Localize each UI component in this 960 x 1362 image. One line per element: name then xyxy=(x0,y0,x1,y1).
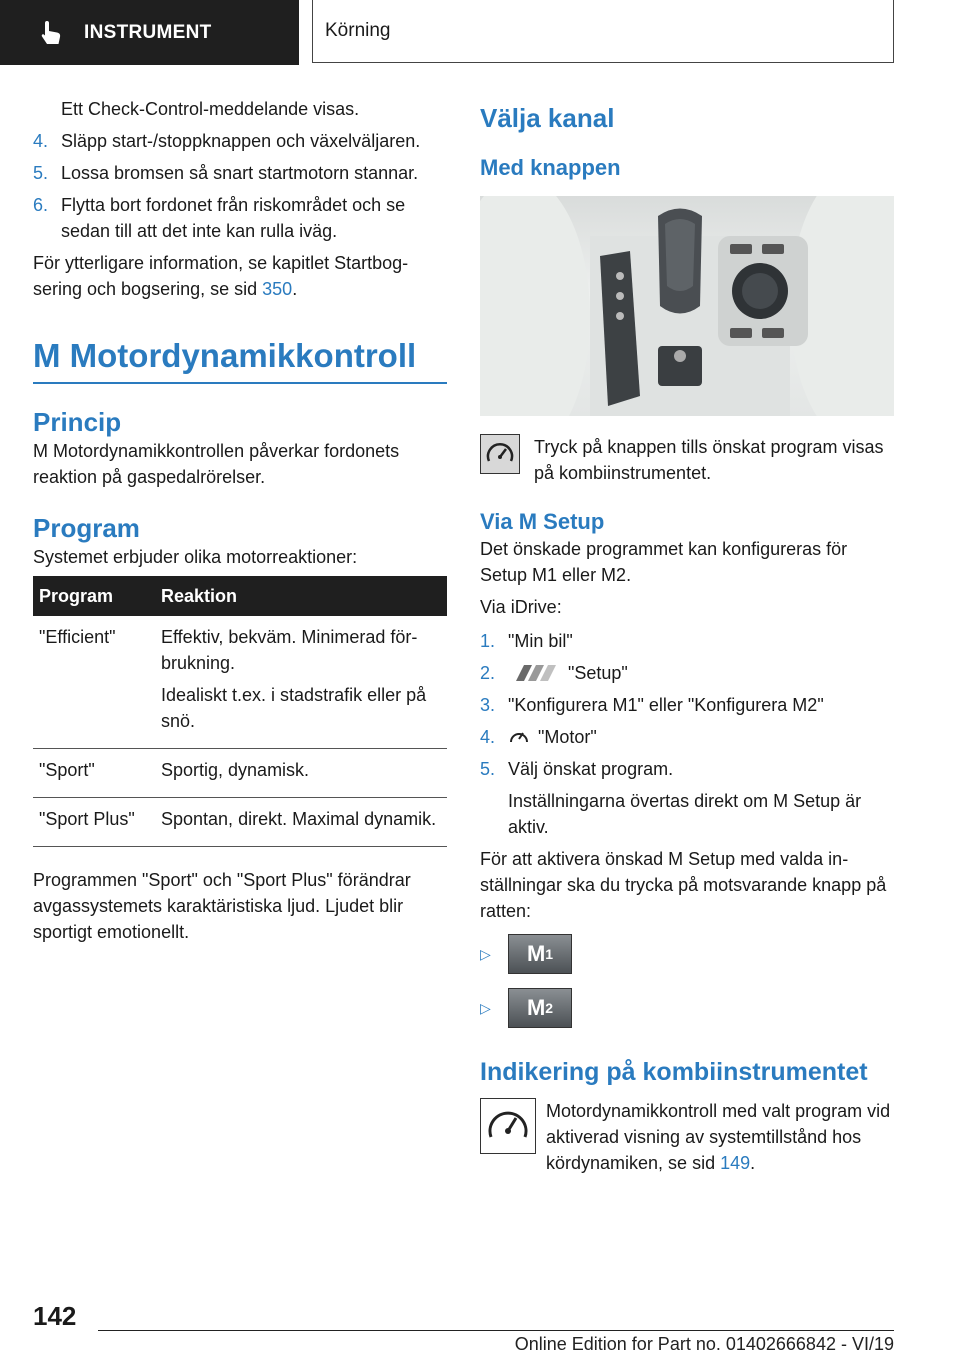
m2-steering-button xyxy=(508,988,572,1028)
step-text: Lossa bromsen så snart startmotorn stannar. xyxy=(61,163,419,183)
chapter-tab xyxy=(0,0,299,65)
console-illustration xyxy=(480,196,894,416)
indicator-heading: Indikering på kombiinstrumentet xyxy=(480,1058,868,1086)
reaction-text: Effektiv, bekväm. Minimerad förbrukning. xyxy=(161,627,418,673)
button-hint-row xyxy=(480,434,896,486)
step-text: "Konfigurera M1" eller "Konfigurera M2" xyxy=(508,695,824,715)
program-cell: "Efficient" xyxy=(33,616,155,749)
step-text: Släpp start-/stoppknappen och växelväljaren. xyxy=(61,131,421,151)
step-text: Välj önskat program. xyxy=(508,759,674,779)
m-stripes-icon xyxy=(508,664,562,682)
step-number: 6. xyxy=(33,195,49,215)
step-number: 1. xyxy=(480,631,496,651)
table-row xyxy=(33,616,447,749)
triangle-bullet-icon: ▷ xyxy=(480,945,491,962)
speedometer-icon xyxy=(480,1098,536,1154)
list-item xyxy=(480,628,896,654)
more-info-text xyxy=(33,250,447,302)
button-hint-text: Tryck på knappen tills önskat program visas på kombiinstrumentet. xyxy=(534,437,884,483)
indicator-text xyxy=(546,1098,891,1176)
m1-steering-button xyxy=(508,934,572,974)
table-row xyxy=(33,749,447,798)
page-link-149[interactable]: 149 xyxy=(720,1153,751,1173)
step-number: 5. xyxy=(480,759,496,779)
table-row xyxy=(33,798,447,847)
reaction-text: Spontan, direkt. Maximal dynamik. xyxy=(161,809,437,829)
page-link-350[interactable]: 350 xyxy=(262,279,293,299)
idrive-step-list xyxy=(480,628,896,782)
program-heading: Program xyxy=(33,513,140,543)
center-console-photo xyxy=(480,196,894,416)
section-title xyxy=(312,0,894,63)
edition-text: Online Edition for Part no. 01402666842 - VI/19 xyxy=(514,1334,894,1354)
list-item xyxy=(480,724,896,750)
more-info-suffix: . xyxy=(292,279,298,299)
speedometer-icon xyxy=(508,726,530,746)
program-cell: "Sport" xyxy=(33,749,155,798)
list-item xyxy=(480,756,896,782)
more-info-prefix: För ytterligare information, se kapitlet Startbogsering och bogsering, se sid xyxy=(33,253,409,299)
section-label: Körning xyxy=(325,20,391,41)
right-column xyxy=(480,96,896,1176)
program-intro: Systemet erbjuder olika motorreaktioner: xyxy=(33,547,358,567)
page-title: M Motordynamikkontroll xyxy=(33,336,447,384)
list-item xyxy=(33,128,447,154)
step-continuation: Inställningarna övertas direkt om M Setup är aktiv. xyxy=(508,791,862,837)
select-channel-heading: Välja kanal xyxy=(480,103,615,133)
step-text: "Motor" xyxy=(538,727,597,747)
indicator-row xyxy=(480,1098,896,1176)
reaction-text: Idealiskt t.ex. i stadstrafik eller på snö. xyxy=(161,685,427,731)
button-subheading: Med knappen xyxy=(480,155,621,180)
list-item xyxy=(480,660,896,686)
step-number: 3. xyxy=(480,695,496,715)
reaction-cell xyxy=(155,749,447,798)
list-item xyxy=(480,692,896,718)
step-text: "Min bil" xyxy=(508,631,573,651)
m-letter: M xyxy=(526,941,546,966)
indicator-suffix: . xyxy=(750,1153,756,1173)
step-number: 2. xyxy=(480,663,496,683)
step-number: 5. xyxy=(33,163,49,183)
m-setup-subheading: Via M Setup xyxy=(480,509,605,534)
column-header: Reaktion xyxy=(155,576,447,616)
list-item xyxy=(33,160,447,186)
list-item xyxy=(33,192,447,244)
via-idrive-text: Via iDrive: xyxy=(480,597,562,617)
m-letter: M xyxy=(526,995,546,1020)
chapter-label: INSTRUMENT xyxy=(84,21,212,43)
left-column xyxy=(33,96,447,945)
reaction-cell xyxy=(155,616,447,749)
reaction-text: Sportig, dynamisk. xyxy=(161,760,310,780)
activate-text: För att aktivera önskad M Setup med valda inställningar ska du trycka på motsvarande knapp på ratten: xyxy=(480,849,887,921)
m-index: 2 xyxy=(545,1000,554,1016)
principle-text: M Motordynamikkontrollen påverkar fordonets reaktion på gaspedalrörelser. xyxy=(33,441,400,487)
setup-text: Det önskade programmet kan konfigureras för Setup M1 eller M2. xyxy=(480,539,848,585)
hand-pointer-icon xyxy=(40,20,62,46)
list-item xyxy=(480,934,896,974)
list-item xyxy=(480,988,896,1028)
footer-divider xyxy=(98,1330,894,1331)
principle-heading: Princip xyxy=(33,407,122,437)
triangle-bullet-icon: ▷ xyxy=(480,999,491,1016)
m-index: 1 xyxy=(545,946,554,962)
page-number: 142 xyxy=(33,1301,77,1331)
step-continuation: Ett Check-Control-meddelande visas. xyxy=(61,99,360,119)
column-header: Program xyxy=(33,576,155,616)
program-cell: "Sport Plus" xyxy=(33,798,155,847)
speedometer-icon xyxy=(480,434,520,474)
step-number: 4. xyxy=(33,131,49,151)
indicator-prefix: Motordynamikkontroll med valt program vid aktiverad visning av systemtillstånd hos kördynamiken, se sid xyxy=(546,1101,891,1173)
step-text: Flytta bort fordonet från riskområdet och se sedan till att det inte kan rulla iväg. xyxy=(61,195,406,241)
left-step-list xyxy=(33,128,447,244)
step-number: 4. xyxy=(480,727,496,747)
program-table xyxy=(33,576,447,847)
reaction-cell xyxy=(155,798,447,847)
closing-text: Programmen "Sport" och "Sport Plus" förändrar avgassystemets karaktäristiska ljud. Ljudet blir sportigt emotionellt. xyxy=(33,870,411,942)
step-text: "Setup" xyxy=(568,663,628,683)
